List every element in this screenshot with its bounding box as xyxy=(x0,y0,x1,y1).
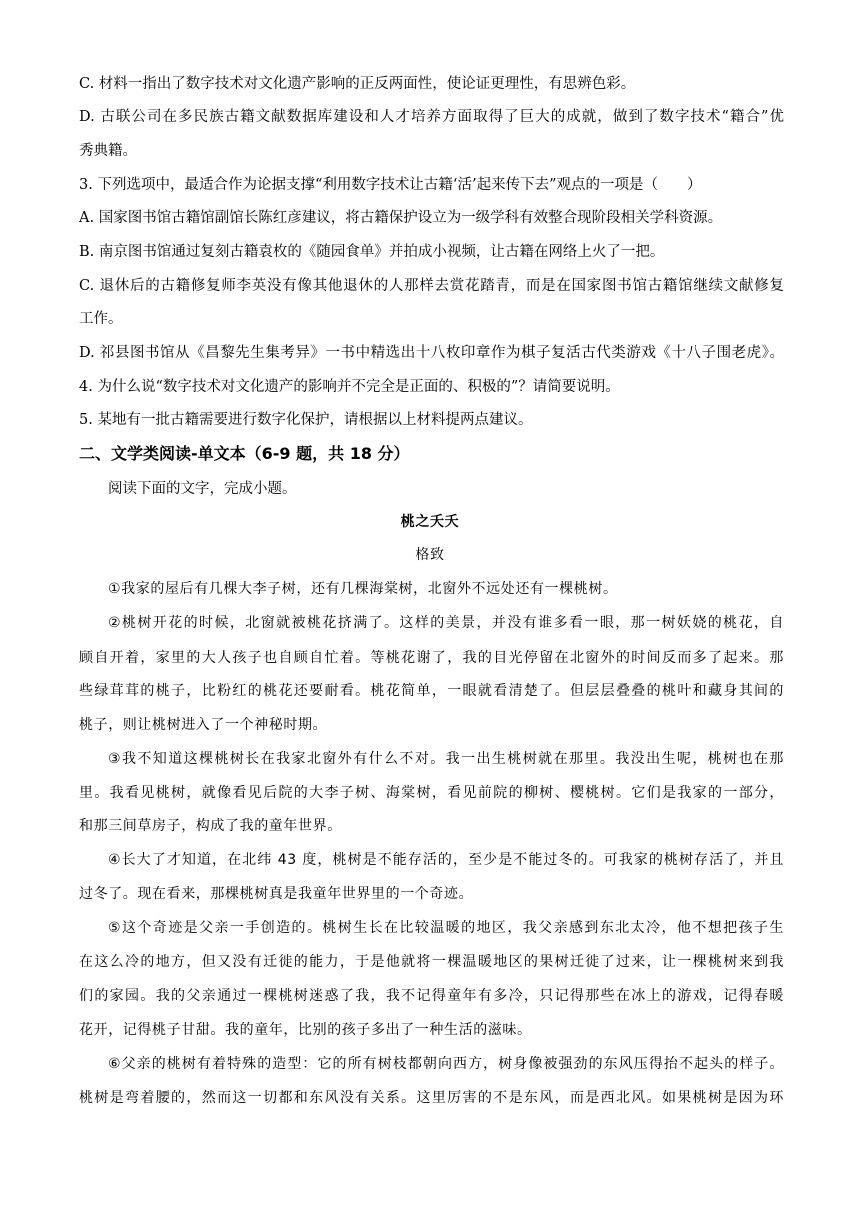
story-paragraph-3: ③我不知道这棵桃树长在我家北窗外有什么不对。我一出生桃树就在那里。我没出生呢，桃树也在那 xyxy=(108,751,784,767)
story-paragraph-5: ⑤这个奇迹是父亲一手创造的。桃树生长在比较温暖的地区，我父亲感到东北太冷，他不想把孩子生 xyxy=(108,920,784,936)
question-5: 5. 某地有一批古籍需要进行数字化保护，请根据以上材料提两点建议。 xyxy=(79,412,533,428)
story-paragraph-4: ④长大了才知道，在北纬 43 度，桃树是不能存活的，至少是不能过冬的。可我家的桃树存活了，并且 xyxy=(108,852,784,868)
q3-option-a: A. 国家图书馆古籍馆副馆长陈红彦建议，将古籍保护设立为一级学科有效整合现阶段相关学科资源。 xyxy=(79,210,723,226)
q3-option-c: C. 退休后的古籍修复师李英没有像其他退休的人那样去赏花踏青，而是在国家图书馆古籍馆继续文献修复 xyxy=(79,278,784,294)
q2-option-d-continued: 秀典籍。 xyxy=(79,143,137,159)
story-paragraph-5-line: 花开，记得桃子甘甜。我的童年，比别的孩子多出了一种生活的滋味。 xyxy=(79,1022,532,1038)
q3-option-c-continued: 工作。 xyxy=(79,311,123,327)
reading-instruction: 阅读下面的文字，完成小题。 xyxy=(108,481,297,497)
q2-option-c: C. 材料一指出了数字技术对文化遗产影响的正反两面性，使论证更理性，有思辨色彩。 xyxy=(79,76,636,92)
story-paragraph-5-line: 在这么冷的地方，但又没有迁徙的能力，于是他就将一棵温暖地区的果树迁徙了过来，让一棵桃树来到我 xyxy=(79,954,784,970)
q3-stem: 3. 下列选项中，最适合作为论据支撑“利用数字技术让古籍‘活’起来传下去”观点的一项是（ ） xyxy=(79,177,702,193)
story-paragraph-3-line: 里。我看见桃树，就像看见后院的大李子树、海棠树，看见前院的柳树、樱桃树。它们是我家的一部分， xyxy=(79,785,784,801)
story-paragraph-5-line: 们的家园。我的父亲通过一棵桃树迷惑了我，我不记得童年有多冷，只记得那些在冰上的游戏，记得春暖 xyxy=(79,988,784,1004)
q2-option-d: D. 古联公司在多民族古籍文献数据库建设和人才培养方面取得了巨大的成就，做到了数字技术“籍合”优 xyxy=(79,109,784,125)
q3-option-b: B. 南京图书馆通过复刻古籍袁枚的《随园食单》并拍成小视频，让古籍在网络上火了一把。 xyxy=(79,244,665,260)
story-paragraph-6-line: 桃树是弯着腰的，然而这一切都和东风没有关系。这里厉害的不是东风，而是西北风。如果桃树是因为环 xyxy=(79,1090,784,1106)
story-paragraph-2-line: 顾自开着，家里的大人孩子也自顾自忙着。等桃花谢了，我的目光停留在北窗外的时间反而多了起来。那 xyxy=(79,650,784,666)
story-paragraph-1: ①我家的屋后有几棵大李子树，还有几棵海棠树，北窗外不远处还有一棵桃树。 xyxy=(108,581,618,597)
story-paragraph-6: ⑥父亲的桃树有着特殊的造型：它的所有树枝都朝向西方，树身像被强劲的东风压得抬不起头的样子。 xyxy=(108,1056,784,1072)
story-paragraph-2-line: 些绿茸茸的桃子，比粉红的桃花还要耐看。桃花简单，一眼就看清楚了。但层层叠叠的桃叶和藏身其间的 xyxy=(79,683,784,699)
story-paragraph-4-line: 过冬了。现在看来，那棵桃树真是我童年世界里的一个奇迹。 xyxy=(79,886,474,902)
story-paragraph-2: ②桃树开花的时候，北窗就被桃花挤满了。这样的美景，并没有谁多看一眼，那一树妖娆的桃花，自 xyxy=(108,615,784,631)
story-author: 格致 xyxy=(415,547,445,563)
story-title: 桃之夭夭 xyxy=(400,514,460,530)
story-paragraph-3-line: 和那三间草房子，构成了我的童年世界。 xyxy=(79,818,342,834)
q3-option-d: D. 祁县图书馆从《昌黎先生集考异》一书中精选出十八枚印章作为棋子复活古代类游戏《十八子围老虎》。 xyxy=(79,345,784,361)
story-paragraph-2-line: 桃子，则让桃树进入了一个神秘时期。 xyxy=(79,717,328,733)
question-4: 4. 为什么说“数字技术对文化遗产的影响并不完全是正面的、积极的”？请简要说明。 xyxy=(79,379,620,395)
section-heading: 二、文学类阅读-单文本（6-9 题，共 18 分） xyxy=(79,444,410,463)
